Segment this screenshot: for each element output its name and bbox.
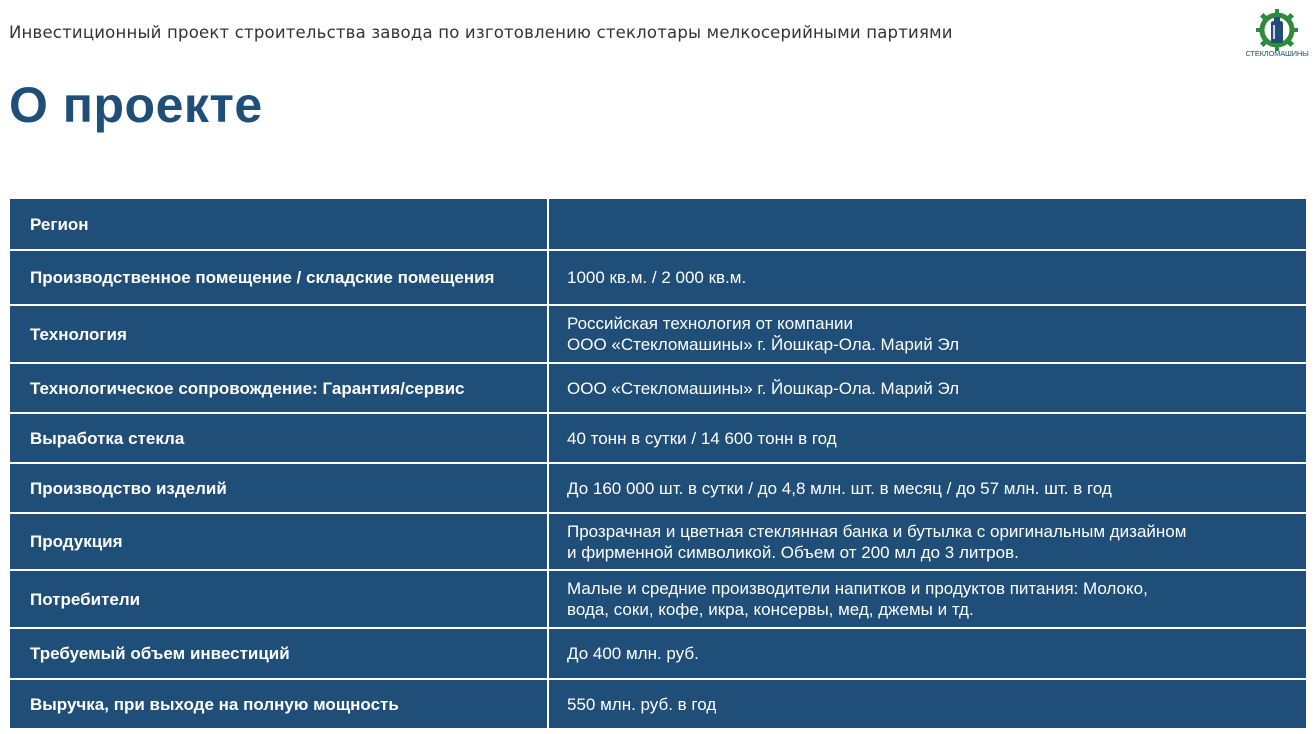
table-row xyxy=(9,463,1307,513)
row-value xyxy=(548,413,1307,463)
table-row xyxy=(9,305,1307,363)
row-value-line: Малые и средние производители напитков и продуктов питания: Молоко, xyxy=(567,579,1148,598)
row-value xyxy=(548,628,1307,679)
table-row xyxy=(9,250,1307,305)
row-value xyxy=(548,679,1307,729)
row-label: Требуемый объем инвестиций xyxy=(9,628,548,679)
bottle-icon xyxy=(1271,17,1283,43)
row-value-line: 1000 кв.м. / 2 000 кв.м. xyxy=(567,268,747,287)
row-label: Выручка, при выходе на полную мощность xyxy=(9,679,548,729)
table-row xyxy=(9,513,1307,570)
page-title: О проекте xyxy=(9,77,263,133)
row-value-line: ООО «Стекломашины» г. Йошкар-Ола. Марий Эл xyxy=(567,378,960,398)
row-value-line: 550 млн. руб. в год xyxy=(567,694,717,714)
row-label: Производство изделий xyxy=(9,463,548,513)
table-row xyxy=(9,679,1307,729)
table-row xyxy=(9,363,1307,413)
row-value xyxy=(548,363,1307,413)
row-value-line: и фирменной символикой. Объем от 200 мл до 3 литров. xyxy=(567,542,1019,562)
logo-text: СТЕКЛОМАШИНЫ xyxy=(1245,49,1309,58)
row-value-line: До 160 000 шт. в сутки / до 4,8 млн. шт. в месяц / до 57 млн. шт. в год xyxy=(567,478,1112,498)
row-label: Технологическое сопровождение: Гарантия/сервис xyxy=(9,363,548,413)
row-value-line: 40 тонн в сутки / 14 600 тонн в год xyxy=(567,428,837,448)
row-value-line: Прозрачная и цветная стеклянная банка и бутылка с оригинальным дизайном xyxy=(567,521,1187,541)
row-label: Выработка стекла xyxy=(9,413,548,463)
row-value xyxy=(548,305,1307,363)
table-row xyxy=(9,198,1307,250)
table-row xyxy=(9,628,1307,679)
row-value xyxy=(548,250,1307,305)
row-label: Продукция xyxy=(9,513,548,570)
row-value xyxy=(548,198,1307,250)
row-value xyxy=(548,463,1307,513)
row-value xyxy=(548,513,1307,570)
row-label: Регион xyxy=(9,198,548,250)
row-value-line: вода, соки, кофе, икра, консервы, мед, джемы и тд. xyxy=(567,600,974,619)
document-subtitle: Инвестиционный проект строительства завода по изготовлению стеклотары мелкосерийными партиями xyxy=(9,23,953,42)
row-value xyxy=(548,570,1307,628)
row-label: Производственное помещение / складские помещения xyxy=(9,250,548,305)
project-info-table xyxy=(8,197,1308,730)
row-label: Технология xyxy=(9,305,548,363)
row-label: Потребители xyxy=(9,570,548,628)
table-row xyxy=(9,413,1307,463)
table-row xyxy=(9,570,1307,628)
row-value-line: ООО «Стекломашины» г. Йошкар-Ола. Марий Эл xyxy=(567,335,960,354)
row-value-line: Российская технология от компании xyxy=(567,314,853,333)
row-value-line: До 400 млн. руб. xyxy=(567,644,699,663)
